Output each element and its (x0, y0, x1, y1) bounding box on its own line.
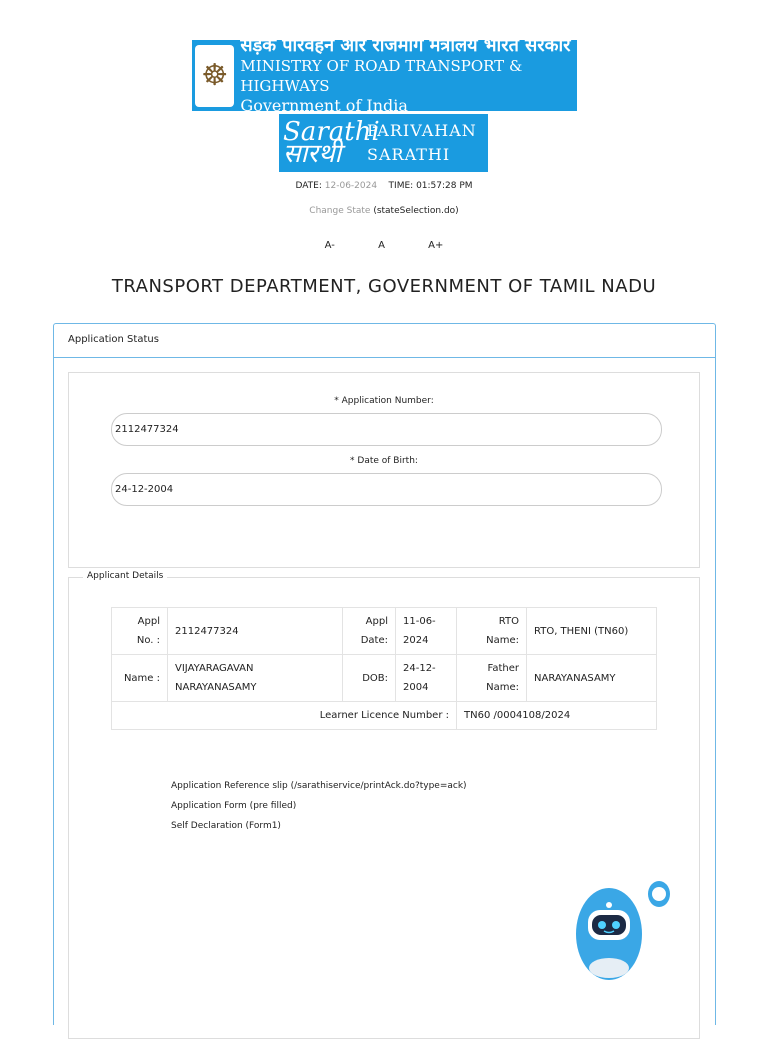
appl-no-value: 2112477324 (168, 608, 343, 655)
chatbot-robot-icon[interactable] (573, 878, 673, 980)
sarathi-text: SARATHI (367, 145, 451, 164)
date-of-birth-label: * Date of Birth: (350, 456, 418, 466)
parivahan-sarathi-logo (279, 114, 488, 172)
panel-title: Application Status (54, 324, 715, 358)
reference-slip-link[interactable]: Application Reference slip (/sarathiservice/printAck.do?type=ack) (171, 781, 467, 791)
name-label: Name : (112, 655, 168, 702)
dob-value: 24-12-2004 (396, 655, 457, 702)
father-name-label: Father Name: (457, 655, 527, 702)
ministry-banner (192, 34, 577, 115)
table-row (112, 702, 657, 730)
change-state-url: (stateSelection.do) (373, 206, 459, 216)
parivahan-text: PARIVAHAN (367, 121, 477, 140)
appl-date-label: Appl Date: (343, 608, 396, 655)
document-links (171, 776, 467, 836)
font-decrease-button[interactable]: A- (324, 240, 335, 251)
national-emblem-icon: ☸ (195, 45, 234, 107)
date-time-bar (0, 181, 768, 191)
rto-name-label: RTO Name: (457, 608, 527, 655)
table-row (112, 608, 657, 655)
applicant-details-table (111, 607, 657, 730)
dob-label: DOB: (343, 655, 396, 702)
status-form (68, 372, 700, 568)
ministry-english: MINISTRY OF ROAD TRANSPORT & HIGHWAYS (240, 56, 523, 95)
font-increase-button[interactable]: A+ (428, 240, 444, 251)
sarathi-logo-text: Sarathi सारथी (283, 117, 380, 169)
ministry-hindi: सड़क परिवहन और राजमार्ग मंत्रालय भारत सरकार (240, 34, 571, 56)
application-form-link[interactable]: Application Form (pre filled) (171, 801, 297, 811)
learner-licence-label: Learner Licence Number : (112, 702, 457, 730)
self-declaration-link[interactable]: Self Declaration (Form1) (171, 821, 281, 831)
date-value: 12-06-2024 (324, 181, 378, 191)
name-value: VIJAYARAGAVAN NARAYANASAMY (168, 655, 343, 702)
change-state-link[interactable]: Change State (309, 206, 371, 216)
time-label: TIME: (388, 181, 414, 191)
date-of-birth-input[interactable]: 24-12-2004 (111, 473, 662, 506)
font-normal-button[interactable]: A (378, 240, 385, 251)
date-label: DATE: (295, 181, 322, 191)
appl-date-value: 11-06-2024 (396, 608, 457, 655)
table-row (112, 655, 657, 702)
learner-licence-value: TN60 /0004108/2024 (457, 702, 657, 730)
font-size-controls (0, 240, 768, 251)
department-title: TRANSPORT DEPARTMENT, GOVERNMENT OF TAMIL NADU (111, 276, 657, 297)
rto-name-value: RTO, THENI (TN60) (527, 608, 657, 655)
father-name-value: NARAYANASAMY (527, 655, 657, 702)
application-number-label: * Application Number: (334, 396, 434, 406)
change-state (0, 206, 768, 216)
time-value: 01:57:28 PM (416, 181, 473, 191)
government-of-india: Government of India (240, 95, 408, 115)
application-number-input[interactable]: 2112477324 (111, 413, 662, 446)
applicant-details-legend: Applicant Details (83, 571, 167, 581)
appl-no-label: Appl No. : (112, 608, 168, 655)
